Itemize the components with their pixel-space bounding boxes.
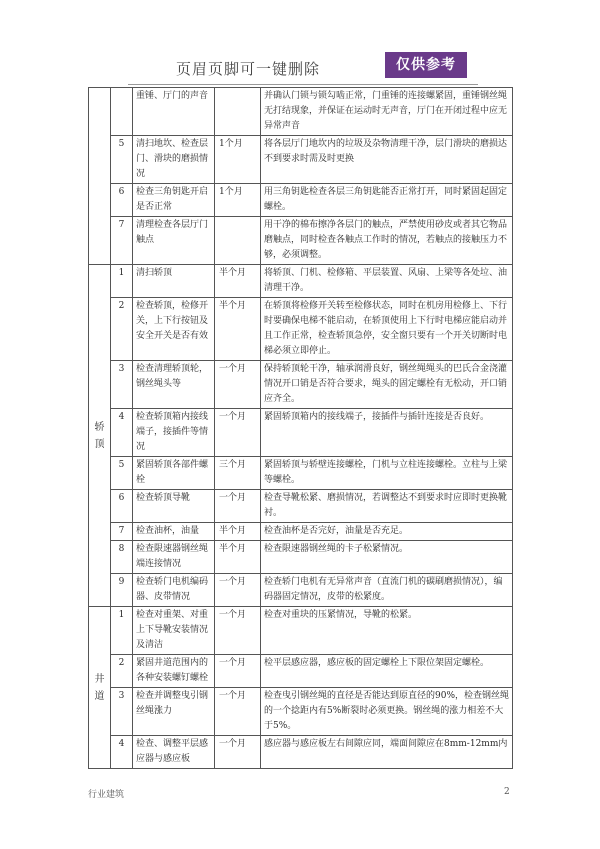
maintenance-content-cell: 用干净的棉布擦净各层门的触点，严禁使用砂皮或者其它物品磨触点，同时检查各触点工作时的情况，若触点的接触压力不够，必须调整。 — [261, 217, 513, 265]
table-row — [89, 736, 513, 769]
category-cell — [89, 88, 111, 265]
item-number-cell: 7 — [111, 523, 133, 541]
maintenance-period-cell: 半个月 — [215, 541, 261, 574]
page-number: 2 — [504, 787, 510, 797]
maintenance-content-cell: 将各层厅门地坎内的垃圾及杂物清理干净，层门滑块的磨损达不到要求时需及时更换 — [261, 136, 513, 184]
item-number-cell: 1 — [111, 607, 133, 655]
maintenance-period-cell: 一个月 — [215, 574, 261, 607]
table-row — [89, 607, 513, 655]
maintenance-content-cell: 用三角钥匙检查各层三角钥匙能否正常打开，同时紧固起固定螺栓。 — [261, 184, 513, 217]
maintenance-content-cell: 检查对重块的压紧情况，导靴的松紧。 — [261, 607, 513, 655]
table-row — [89, 265, 513, 298]
item-number-cell: 2 — [111, 298, 133, 361]
item-number-cell — [111, 88, 133, 136]
item-number-cell: 4 — [111, 736, 133, 769]
item-number-cell: 9 — [111, 574, 133, 607]
maintenance-content-cell: 保持轿顶轮干净，轴承润滑良好，钢丝绳绳头的巴氏合金浇灌情况开口销是否符合要求，绳头的固定螺栓有无松动，开口销应齐全。 — [261, 361, 513, 409]
maintenance-period-cell: 1个月 — [215, 136, 261, 184]
maintenance-period-cell — [215, 88, 261, 136]
maintenance-period-cell: 半个月 — [215, 265, 261, 298]
item-number-cell: 6 — [111, 184, 133, 217]
check-item-cell: 检查轿顶导靴 — [133, 490, 215, 523]
item-number-cell: 5 — [111, 457, 133, 490]
check-item-cell: 紧固轿顶各部件螺栓 — [133, 457, 215, 490]
maintenance-period-cell: 一个月 — [215, 688, 261, 736]
check-item-cell: 清扫地坎、检查层门、滑块的磨损情况 — [133, 136, 215, 184]
check-item-cell: 检查、调整平层感应器与感应板 — [133, 736, 215, 769]
check-item-cell: 检查对重架、对重上下导靴安装情况及清洁 — [133, 607, 215, 655]
maintenance-content-cell: 将轿顶、门机、检修箱、平层装置、风扇、上梁等各处垃、油清理干净。 — [261, 265, 513, 298]
maintenance-content-cell: 紧固轿顶箱内的接线端子，接插件与插针连接是否良好。 — [261, 409, 513, 457]
table-row — [89, 88, 513, 136]
maintenance-period-cell: 一个月 — [215, 607, 261, 655]
page-header-text: 页眉页脚可一键删除 — [176, 60, 321, 78]
maintenance-period-cell: 一个月 — [215, 409, 261, 457]
check-item-cell: 清理检查各层厅门触点 — [133, 217, 215, 265]
check-item-cell: 检查轿顶，检修开关，上下行按钮及安全开关是否有效 — [133, 298, 215, 361]
maintenance-period-cell: 一个月 — [215, 736, 261, 769]
item-number-cell: 2 — [111, 655, 133, 688]
check-item-cell: 清扫轿顶 — [133, 265, 215, 298]
maintenance-content-cell: 检查轿门电机有无异常声音（直流门机的碳刷磨损情况），编码器固定情况，皮带的松紧度。 — [261, 574, 513, 607]
check-item-cell: 检查清理轿顶轮，钢丝绳头等 — [133, 361, 215, 409]
item-number-cell: 8 — [111, 541, 133, 574]
maintenance-period-cell: 半个月 — [215, 523, 261, 541]
item-number-cell: 3 — [111, 688, 133, 736]
table-row — [89, 490, 513, 523]
table-row — [89, 136, 513, 184]
maintenance-content-cell: 感应器与感应板左右间隙应同，端面间隙应在8mm-12mm内 — [261, 736, 513, 769]
table-row — [89, 688, 513, 736]
check-item-cell: 检查轿门电机编码器、皮带情况 — [133, 574, 215, 607]
check-item-cell: 检查油杯，油量 — [133, 523, 215, 541]
reference-only-badge: 仅供参考 — [385, 52, 467, 78]
item-number-cell: 6 — [111, 490, 133, 523]
table-row — [89, 457, 513, 490]
category-cell: 井 道 — [89, 607, 111, 769]
maintenance-table — [88, 87, 513, 769]
category-cell: 轿 顶 — [89, 265, 111, 607]
check-item-cell: 检查三角钥匙开启是否正常 — [133, 184, 215, 217]
maintenance-content-cell: 检查限速器钢丝绳的卡子松紧情况。 — [261, 541, 513, 574]
table-row — [89, 523, 513, 541]
maintenance-table-body — [89, 88, 513, 769]
maintenance-content-cell: 在轿顶将检修开关转至检修状态，同时在机房用检修上、下行时要确保电梯不能启动，在轿顶使用上下行时电梯应能启动并且工作正常，检查轿顶急停，安全窗只要有一个开关切断时电梯必须立即停止。 — [261, 298, 513, 361]
table-row — [89, 409, 513, 457]
table-row — [89, 184, 513, 217]
item-number-cell: 7 — [111, 217, 133, 265]
maintenance-period-cell — [215, 217, 261, 265]
maintenance-period-cell: 三个月 — [215, 457, 261, 490]
table-row — [89, 574, 513, 607]
maintenance-content-cell: 检查油杯是否完好，油量是否充足。 — [261, 523, 513, 541]
table-row — [89, 361, 513, 409]
footer-category: 行业建筑 — [88, 790, 125, 800]
maintenance-period-cell: 一个月 — [215, 655, 261, 688]
check-item-cell: 检查轿顶箱内接线端子，接插件等情况 — [133, 409, 215, 457]
maintenance-content-cell: 检查导靴松紧、磨损情况，若调整达不到要求时应即时更换靴衬。 — [261, 490, 513, 523]
check-item-cell: 紧固井道范围内的各种安装螺钉螺栓 — [133, 655, 215, 688]
item-number-cell: 5 — [111, 136, 133, 184]
maintenance-period-cell: 1个月 — [215, 184, 261, 217]
table-row — [89, 298, 513, 361]
table-row — [89, 541, 513, 574]
item-number-cell: 4 — [111, 409, 133, 457]
maintenance-content-cell: 检平层感应器，感应板的固定螺栓上下限位架固定螺栓。 — [261, 655, 513, 688]
table-row — [89, 217, 513, 265]
table-row — [89, 655, 513, 688]
item-number-cell: 3 — [111, 361, 133, 409]
check-item-cell: 检查限速器钢丝绳端连接情况 — [133, 541, 215, 574]
maintenance-period-cell: 一个月 — [215, 361, 261, 409]
header-divider — [128, 84, 478, 85]
check-item-cell: 检查并调整曳引钢丝绳涨力 — [133, 688, 215, 736]
maintenance-content-cell: 检查曳引钢丝绳的直径是否能达到原直径的90%，检查钢丝绳的一个捻距内有5%断裂时必须更换。钢丝绳的涨力相差不大于5%。 — [261, 688, 513, 736]
maintenance-content-cell: 紧固轿顶与轿壁连接螺栓，门机与立柱连接螺栓。立柱与上梁等螺栓。 — [261, 457, 513, 490]
maintenance-period-cell: 一个月 — [215, 490, 261, 523]
item-number-cell: 1 — [111, 265, 133, 298]
check-item-cell: 重锤、厅门的声音 — [133, 88, 215, 136]
maintenance-period-cell: 半个月 — [215, 298, 261, 361]
maintenance-content-cell: 并确认门锁与锁勾啮正常，门重锤的连接螺紧固，重锤钢丝绳无打结现象，并保证在运动时无声音，厅门在开闭过程中应无异常声音 — [261, 88, 513, 136]
